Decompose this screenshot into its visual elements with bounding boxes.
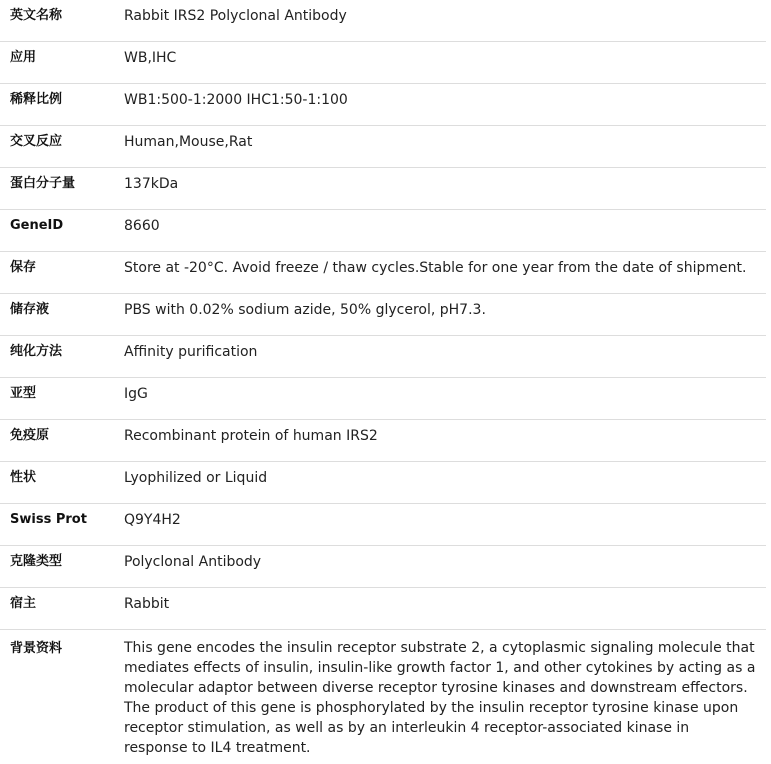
spec-row-buffer [0, 294, 766, 336]
spec-value: Store at -20°C. Avoid freeze / thaw cycles.Stable for one year from the date of shipment. [114, 252, 766, 294]
spec-row-background [0, 630, 766, 764]
spec-value: This gene encodes the insulin receptor substrate 2, a cytoplasmic signaling molecule that mediates effects of insulin, insulin-like growth factor 1, and other cytokines by acting as a molecular adaptor between diverse receptor tyrosine kinases and downstream effectors. The product of this gene is phosphorylated by the insulin receptor tyrosine kinase upon receptor stimulation, as well as by an interleukin 4 receptor-associated kinase in response to IL4 treatment. [114, 630, 766, 764]
spec-value: Rabbit [114, 588, 766, 630]
spec-row-purification [0, 336, 766, 378]
spec-label: 储存液 [0, 294, 114, 336]
spec-label: 英文名称 [0, 0, 114, 42]
spec-value: WB1:500-1:2000 IHC1:50-1:100 [114, 84, 766, 126]
spec-row-storage [0, 252, 766, 294]
spec-label: 克隆类型 [0, 546, 114, 588]
spec-value: IgG [114, 378, 766, 420]
spec-label: 应用 [0, 42, 114, 84]
spec-row-host [0, 588, 766, 630]
spec-row-english-name [0, 0, 766, 42]
spec-label: 免疫原 [0, 420, 114, 462]
spec-row-clonality [0, 546, 766, 588]
spec-value: Affinity purification [114, 336, 766, 378]
spec-label: 稀释比例 [0, 84, 114, 126]
spec-label: 交叉反应 [0, 126, 114, 168]
spec-value: Rabbit IRS2 Polyclonal Antibody [114, 0, 766, 42]
spec-label: 性状 [0, 462, 114, 504]
spec-value: PBS with 0.02% sodium azide, 50% glycerol, pH7.3. [114, 294, 766, 336]
spec-value: Q9Y4H2 [114, 504, 766, 546]
spec-row-dilution [0, 84, 766, 126]
spec-row-immunogen [0, 420, 766, 462]
spec-label: GeneID [0, 210, 114, 252]
spec-label: 宿主 [0, 588, 114, 630]
spec-row-application [0, 42, 766, 84]
spec-label: 背景资料 [0, 630, 114, 764]
spec-label: 保存 [0, 252, 114, 294]
spec-row-molecular-weight [0, 168, 766, 210]
spec-label: 蛋白分子量 [0, 168, 114, 210]
spec-value: 8660 [114, 210, 766, 252]
spec-value: Polyclonal Antibody [114, 546, 766, 588]
spec-row-form [0, 462, 766, 504]
spec-label: 纯化方法 [0, 336, 114, 378]
spec-row-swiss-prot [0, 504, 766, 546]
spec-value: Human,Mouse,Rat [114, 126, 766, 168]
spec-value: Recombinant protein of human IRS2 [114, 420, 766, 462]
spec-row-reactivity [0, 126, 766, 168]
spec-value: 137kDa [114, 168, 766, 210]
spec-label: 亚型 [0, 378, 114, 420]
spec-row-isotype [0, 378, 766, 420]
spec-label: Swiss Prot [0, 504, 114, 546]
spec-value: Lyophilized or Liquid [114, 462, 766, 504]
spec-row-gene-id [0, 210, 766, 252]
spec-value: WB,IHC [114, 42, 766, 84]
